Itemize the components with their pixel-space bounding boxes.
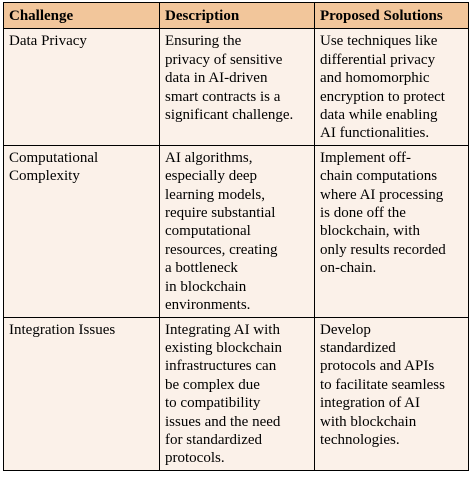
cell-line: issues and the need bbox=[165, 413, 281, 430]
cell-line: a bottleneck bbox=[165, 260, 238, 277]
cell-line: protocols and APIs bbox=[320, 358, 435, 375]
cell-line: to compatibility bbox=[165, 395, 261, 412]
table-row bbox=[4, 29, 469, 145]
cell-line: Integrating AI with bbox=[165, 321, 280, 338]
challenges-table bbox=[3, 2, 469, 471]
cell-description bbox=[160, 29, 315, 145]
cell-line: especially deep bbox=[165, 168, 258, 185]
cell-line: technologies. bbox=[320, 431, 400, 448]
cell-line: Use techniques like bbox=[320, 33, 438, 50]
cell-line: differential privacy bbox=[320, 51, 436, 68]
cell-line: Implement off- bbox=[320, 149, 411, 166]
cell-line: learning models, bbox=[165, 186, 265, 203]
cell-line: encryption to protect bbox=[320, 88, 445, 105]
cell-line: in blockchain bbox=[165, 278, 247, 295]
cell-line: Develop bbox=[320, 321, 371, 338]
table-header bbox=[4, 3, 469, 29]
header-description: Description bbox=[160, 3, 315, 29]
cell-challenge bbox=[4, 317, 160, 470]
cell-line: be complex due bbox=[165, 376, 260, 393]
cell-line: standardized bbox=[320, 339, 396, 356]
cell-line: infrastructures can bbox=[165, 358, 277, 375]
cell-line: with blockchain bbox=[320, 413, 417, 430]
cell-line: computational bbox=[165, 223, 251, 240]
cell-line: protocols. bbox=[165, 450, 225, 467]
table-body bbox=[4, 29, 469, 470]
cell-line: on-chain. bbox=[320, 260, 377, 277]
cell-line: integration of AI bbox=[320, 395, 420, 412]
cell-line: Integration Issues bbox=[9, 321, 116, 338]
cell-line: chain computations bbox=[320, 168, 438, 185]
cell-line: where AI processing bbox=[320, 186, 444, 203]
header-row bbox=[4, 3, 469, 29]
cell-line: Complexity bbox=[9, 168, 80, 185]
cell-line: AI algorithms, bbox=[165, 149, 253, 166]
cell-line: Computational bbox=[9, 149, 99, 166]
cell-line: Data Privacy bbox=[9, 33, 87, 50]
cell-line: only results recorded bbox=[320, 241, 446, 258]
cell-line: significant challenge. bbox=[165, 107, 294, 124]
cell-line: environments. bbox=[165, 297, 251, 314]
cell-line: resources, creating bbox=[165, 241, 278, 258]
cell-challenge bbox=[4, 29, 160, 145]
cell-line: data while enabling bbox=[320, 107, 438, 124]
table-row bbox=[4, 317, 469, 470]
cell-solutions bbox=[315, 317, 469, 470]
cell-line: AI functionalities. bbox=[320, 125, 430, 142]
cell-solutions bbox=[315, 145, 469, 317]
cell-line: existing blockchain bbox=[165, 339, 283, 356]
table-row bbox=[4, 145, 469, 317]
cell-line: and homomorphic bbox=[320, 70, 430, 87]
cell-description bbox=[160, 317, 315, 470]
header-proposed-solutions: Proposed Solutions bbox=[315, 3, 469, 29]
cell-line: to facilitate seamless bbox=[320, 376, 445, 393]
cell-line: is done off the bbox=[320, 205, 406, 222]
cell-line: privacy of sensitive bbox=[165, 51, 283, 68]
cell-line: require substantial bbox=[165, 205, 276, 222]
cell-line: smart contracts is a bbox=[165, 88, 281, 105]
cell-challenge bbox=[4, 145, 160, 317]
cell-line: Ensuring the bbox=[165, 33, 242, 50]
cell-line: blockchain, with bbox=[320, 223, 420, 240]
cell-line: for standardized bbox=[165, 431, 263, 448]
cell-line: data in AI-driven bbox=[165, 70, 268, 87]
header-challenge: Challenge bbox=[4, 3, 160, 29]
cell-description bbox=[160, 145, 315, 317]
cell-solutions bbox=[315, 29, 469, 145]
